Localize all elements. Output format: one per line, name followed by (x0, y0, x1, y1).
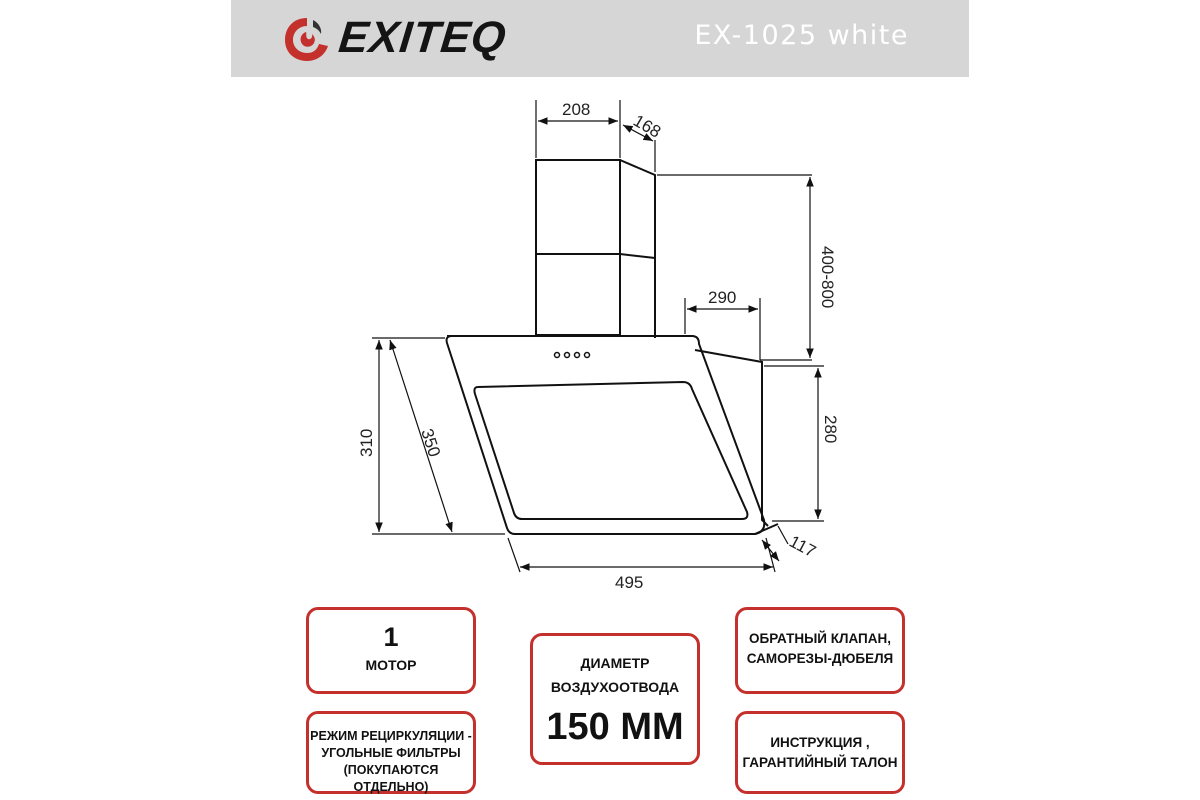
duct-diameter-value: 150 MM (546, 706, 684, 748)
motor-count: 1 (383, 622, 399, 652)
dim-chimney-height: 400-800 (818, 246, 837, 309)
valve-line-1: ОБРАТНЫЙ КЛАПАН, (748, 631, 891, 646)
motor-label: МОТОР (365, 657, 417, 673)
duct-line-2: ВОЗДУХООТВОДА (550, 679, 680, 695)
dim-glass-length: 350 (417, 426, 445, 460)
dim-chimney-width: 208 (562, 100, 591, 119)
dim-base-depth: 117 (786, 531, 819, 562)
docs-line-1: ИНСТРУКЦИЯ , (770, 735, 870, 750)
hood-body (447, 336, 778, 534)
recirculation-line-1: РЕЖИМ РЕЦИРКУЛЯЦИИ - (310, 729, 472, 743)
motor-card (306, 607, 476, 694)
brand-name: EXITEQ (336, 13, 510, 62)
chimney (536, 160, 655, 338)
duct-card (530, 633, 700, 765)
control-buttons (555, 353, 590, 358)
docs-line-2: ГАРАНТИЙНЫЙ ТАЛОН (742, 755, 898, 770)
model-name: EX-1025 white (694, 20, 909, 51)
recirculation-card (306, 711, 476, 794)
dim-hood-height: 310 (357, 428, 376, 457)
dim-width: 495 (615, 573, 644, 592)
valve-card (735, 607, 905, 694)
dim-hood-depth: 290 (708, 288, 737, 307)
duct-line-1: ДИАМЕТР (580, 655, 650, 671)
dim-body-height: 280 (821, 415, 840, 444)
recirculation-line-2: УГОЛЬНЫЕ ФИЛЬТРЫ (321, 746, 461, 760)
recirculation-line-3: (ПОКУПАЮТСЯ ОТДЕЛЬНО) (343, 763, 439, 794)
dim-chimney-depth: 168 (630, 111, 665, 142)
valve-line-2: САМОРЕЗЫ-ДЮБЕЛЯ (746, 651, 894, 666)
docs-card (735, 711, 905, 794)
